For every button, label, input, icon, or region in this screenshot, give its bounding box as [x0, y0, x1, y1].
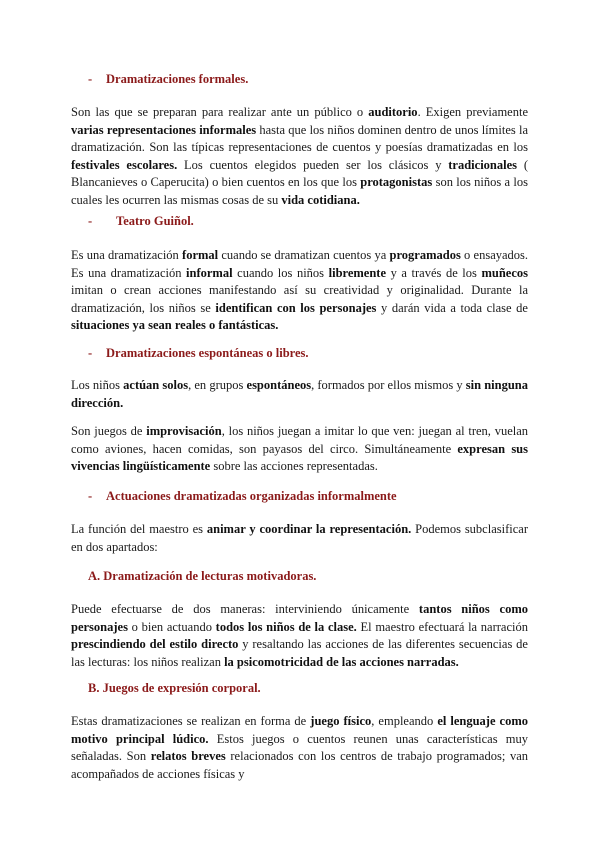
emphasis-text: vida cotidiana. — [281, 192, 360, 207]
body-text: Podemos subclasificar en dos apartados: — [71, 522, 528, 554]
emphasis-text: identifican con los personajes — [215, 300, 377, 315]
body-text: cuando los niños — [232, 265, 329, 280]
heading-espontaneas: - Dramatizaciones espontáneas o libres. — [88, 346, 309, 360]
body-text: Son juegos de — [71, 424, 147, 438]
body-text: , los niños juegan a imitar lo que ven: juegan al tren, vuelan como aviones, hacen comidas, son payasos del circo. Simultáneamente — [71, 424, 529, 456]
heading-lecturas-motivadoras: A. Dramatización de lecturas motivadoras. — [88, 569, 317, 583]
emphasis-text: espontáneos — [246, 378, 312, 392]
emphasis-text: muñecos — [481, 265, 528, 280]
heading-dramatizaciones-formales: - Dramatizaciones formales. — [88, 72, 249, 86]
emphasis-text: informal — [186, 265, 233, 280]
body-text: Estas dramatizaciones se realizan en forma de — [71, 714, 311, 728]
emphasis-text: festivales escolares. — [71, 157, 178, 172]
bullet-dash: - — [88, 72, 93, 86]
body-text: . Exigen previamente — [417, 105, 528, 119]
heading-actuaciones: - Actuaciones dramatizadas organizadas informalmente — [88, 489, 397, 503]
emphasis-text: situaciones ya sean reales o fantásticas. — [71, 318, 279, 332]
emphasis-text: relatos breves — [150, 749, 226, 763]
emphasis-text: protagonistas — [360, 175, 433, 189]
emphasis-text: auditorio — [368, 105, 418, 119]
emphasis-text: programados — [389, 248, 461, 262]
body-text: o bien actuando — [127, 619, 216, 634]
body-text: , formados por ellos mismos y — [311, 378, 466, 392]
body-text: Es una dramatización — [71, 248, 183, 262]
paragraph-lecturas — [71, 601, 528, 671]
paragraph-expresion-corporal — [71, 713, 528, 783]
emphasis-text: animar y coordinar la representación. — [206, 522, 412, 536]
body-text: y darán vida a toda clase de — [376, 300, 528, 315]
bullet-dash: - — [88, 346, 93, 360]
body-text: Los cuentos elegidos pueden ser los clásicos y — [177, 157, 449, 172]
body-text: y a través de los — [386, 265, 482, 280]
bullet-dash: - — [88, 214, 93, 228]
body-text: cuando se dramatizan cuentos ya — [218, 248, 390, 262]
body-text: Estos juegos o cuentos reunen unas características muy señaladas. Son — [71, 731, 528, 763]
heading-teatro-guinol: - Teatro Guiñol. — [88, 214, 194, 228]
emphasis-text: el lenguaje como motivo principal lúdico. — [71, 714, 529, 746]
paragraph-guinol — [71, 247, 528, 335]
body-text: y resaltando las acciones de las diferentes secuencias de las lecturas: los niños realizan — [71, 637, 528, 669]
list-marker-b: B. — [88, 681, 100, 695]
body-text: hasta que los niños dominen dentro de unos límites la dramatización. Son las típicas representaciones de cuentos y poesías dramatizadas en los — [71, 122, 528, 154]
body-text: El maestro efectuará la narración — [356, 619, 529, 634]
paragraph-improvisacion — [71, 423, 528, 476]
body-text: Los niños — [71, 378, 124, 392]
body-text: , en grupos — [188, 378, 247, 392]
emphasis-text: la psicomotricidad de las acciones narradas. — [224, 654, 459, 669]
body-text: ( Blancanieves o Caperucita) o bien cuentos en los que los — [71, 157, 528, 189]
paragraph-formales — [71, 104, 528, 209]
emphasis-text: prescindiendo del estilo directo — [71, 637, 239, 651]
body-text: , empleando — [371, 714, 438, 728]
emphasis-text: todos los niños de la clase. — [215, 619, 357, 634]
body-text: imitan o crean acciones manifestando así su creatividad y originalidad. Durante la dramatización, los niños se — [71, 283, 528, 315]
bullet-dash: - — [88, 489, 93, 503]
body-text: relacionados con los centros de trabajo programados; van acompañados de acciones físicas y — [71, 749, 528, 781]
body-text: son los niños a los cuales les ocurren las mismas cosas de su — [71, 175, 528, 207]
emphasis-text: expresan sus vivencias lingüísticamente — [71, 441, 528, 473]
paragraph-funcion-maestro — [71, 521, 528, 556]
emphasis-text: actúan solos — [123, 378, 189, 392]
emphasis-text: formal — [182, 248, 219, 262]
body-text: Son las que se preparan para realizar ante un público o — [71, 105, 369, 119]
emphasis-text: tradicionales — [448, 157, 518, 172]
body-text: o ensayados. Es una dramatización — [71, 248, 529, 280]
body-text: sobre las acciones representadas. — [210, 459, 378, 473]
emphasis-text: improvisación — [146, 424, 222, 438]
emphasis-text: varias representaciones informales — [71, 122, 257, 137]
paragraph-espontaneas — [71, 377, 528, 412]
list-marker-a: A. — [88, 569, 101, 583]
body-text: Puede efectuarse de dos maneras: interviniendo únicamente — [71, 602, 419, 616]
emphasis-text: sin ninguna dirección. — [71, 378, 528, 410]
emphasis-text: juego físico — [310, 714, 372, 728]
emphasis-text: libremente — [328, 265, 387, 280]
body-text: La función del maestro es — [71, 522, 207, 536]
heading-expresion-corporal: B. Juegos de expresión corporal. — [88, 681, 261, 695]
emphasis-text: tantos niños como personajes — [71, 602, 528, 634]
